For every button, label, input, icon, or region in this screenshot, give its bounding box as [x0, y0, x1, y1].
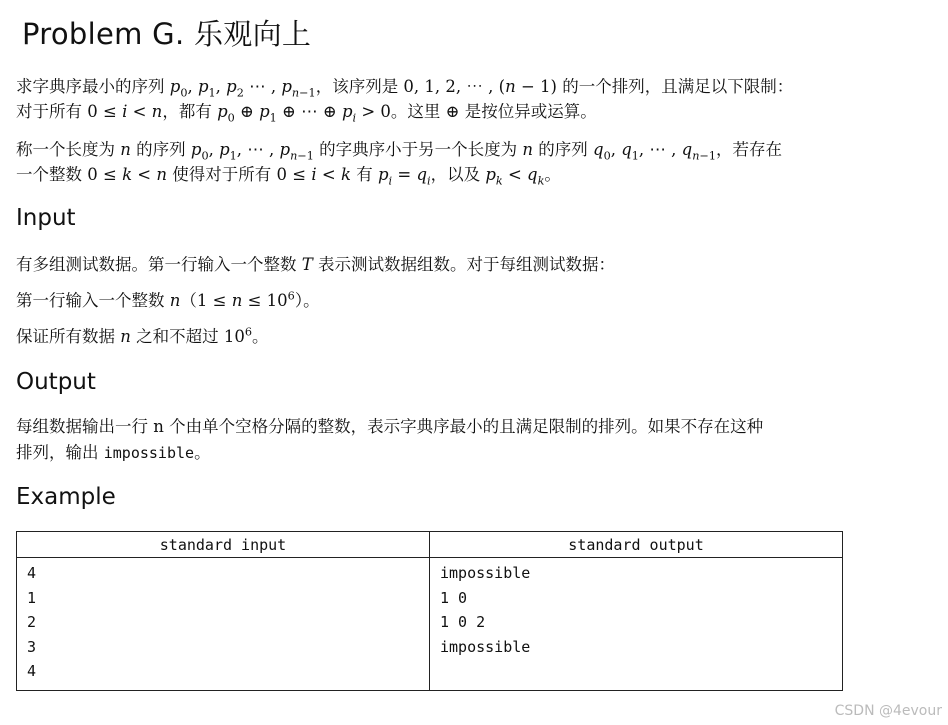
standard-input-header: standard input — [17, 532, 430, 558]
statement-line-4: 一个整数 0 ≤ k < n 使得对于所有 0 ≤ i < k 有 $p_i = q_i$，以及 $p_k < q_k$。 — [16, 165, 561, 188]
example-line: 1 0 2 — [440, 613, 486, 631]
output-heading: Output — [16, 369, 96, 395]
text: 使得对于所有 — [172, 165, 272, 184]
text: ，以及 — [430, 165, 481, 184]
text: 对于所有 — [16, 102, 82, 121]
text: 的字典序小于另一个长度为 — [319, 140, 518, 159]
example-line: 1 — [27, 588, 37, 607]
text: 。这里 — [390, 102, 441, 121]
example-header-row — [17, 532, 843, 558]
text: 。 — [252, 327, 269, 346]
text: ，若存在 — [716, 140, 782, 159]
text: 第一行输入一个整数 — [16, 291, 165, 310]
standard-input-cell[interactable] — [17, 558, 430, 691]
text: 之和不超过 — [136, 327, 219, 346]
text: （ — [180, 291, 197, 310]
standard-output-cell[interactable] — [430, 558, 843, 691]
text: 有多组测试数据。第一行输入一个整数 — [16, 255, 297, 274]
example-heading: Example — [16, 484, 116, 510]
watermark: CSDN @4evour — [834, 703, 942, 719]
text: 是按位异或运算。 — [464, 102, 597, 121]
statement-line-3: 称一个长度为 n 的序列 $p_0$, $p_1$, ⋯ , $p_{n-1}$ 的字典序小于另一个长度为 n 的序列 $q_0$, $q_1$, ⋯ , $q_{n-1}$，若存在 — [16, 140, 782, 163]
text: ，该序列是 — [315, 77, 399, 96]
example-line: impossible — [440, 637, 531, 656]
text: 称一个长度为 — [16, 140, 115, 159]
text: 排列，输出 — [16, 443, 99, 462]
text: ，都有 — [162, 102, 212, 121]
statement-line-2: 对于所有 0 ≤ i < n，都有 $p_0$ ⊕ $p_1$ ⊕ ⋯ ⊕ $p_i > 0$。这里 ⊕ 是按位异或运算。 — [16, 102, 597, 125]
text: ）。 — [294, 291, 320, 310]
standard-output-header: standard output — [430, 532, 843, 558]
text: 有 — [356, 165, 373, 184]
text: 的序列 — [538, 140, 588, 159]
text: 表示测试数据组数。对于每组测试数据： — [318, 255, 616, 274]
problem-title: Problem G. 乐观向上 — [22, 17, 312, 51]
text: 的一个排列，且满足以下限制： — [562, 77, 794, 96]
text: 保证所有数据 — [16, 327, 115, 346]
example-line: 1 0 — [440, 588, 468, 607]
output-paragraph-line-1: 每组数据输出一行 n 个由单个空格分隔的整数，表示字典序最小的且满足限制的排列。如果不存在这种 — [16, 417, 764, 436]
example-line: 2 — [27, 613, 37, 631]
example-line: 3 — [27, 637, 37, 656]
text: 。 — [194, 443, 211, 462]
example-line: impossible — [440, 564, 531, 582]
example-body-row — [17, 558, 843, 691]
text: 的序列 — [136, 140, 186, 159]
example-line: 4 — [27, 564, 37, 582]
output-paragraph-line-2 — [16, 440, 931, 466]
statement-line-1: 求字典序最小的序列 $p_0$, $p_1$, $p_2$ ⋯ , $p_{n-1}$，该序列是 0, 1, 2, ⋯ , (n − 1) 的一个排列，且满足以下限制： — [16, 77, 794, 100]
input-paragraph-2: 第一行输入一个整数 $n(1 \le n \le 10^6)$。 — [16, 289, 320, 310]
text: 。 — [544, 165, 561, 184]
input-paragraph-1: 有多组测试数据。第一行输入一个整数 T 表示测试数据组数。对于每组测试数据： — [16, 255, 616, 274]
input-paragraph-3: 保证所有数据 n 之和不超过 $10^6$。 — [16, 325, 269, 346]
text: 求字典序最小的序列 — [16, 77, 165, 96]
input-heading: Input — [16, 205, 76, 231]
impossible-code: impossible — [103, 444, 195, 462]
example-line: 4 — [27, 662, 37, 680]
example-table — [16, 531, 843, 691]
text: 一个整数 — [16, 165, 82, 184]
